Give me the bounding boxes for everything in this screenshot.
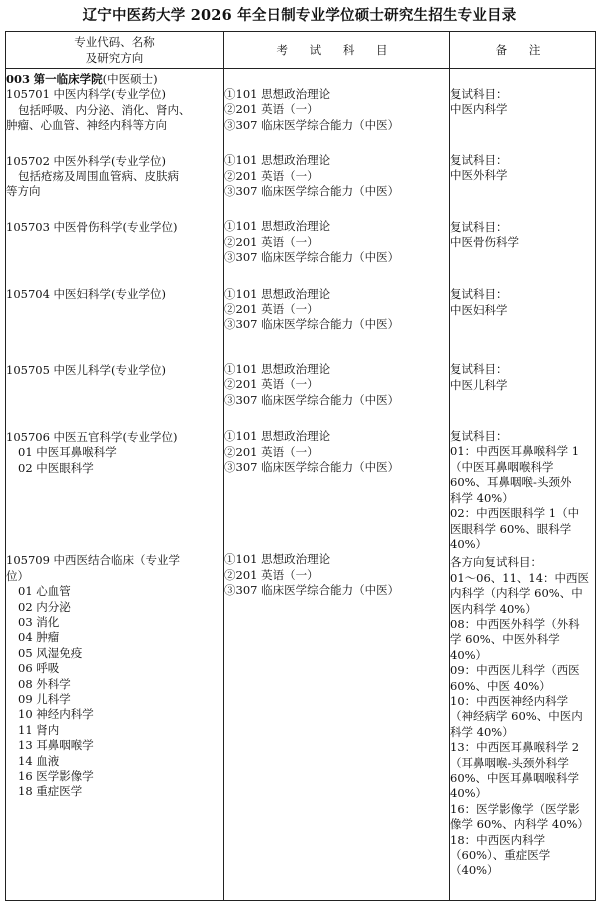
note-line: 复试科目： xyxy=(450,219,508,234)
major-direction: 04 肿瘤 xyxy=(18,630,60,645)
major-direction: 06 呼吸 xyxy=(18,661,60,676)
major-title: 105706 中医五官科学(专业学位) xyxy=(6,430,178,445)
exam-block-105704 xyxy=(224,287,449,333)
notes-block-105703 xyxy=(450,220,595,251)
note-line: 复试科目： xyxy=(450,362,508,377)
header-notes xyxy=(450,32,596,69)
note-line: 40%） xyxy=(450,647,488,662)
notes-block-105704 xyxy=(450,287,595,318)
note-line: 医内科学 40%） xyxy=(450,601,537,616)
note-line: 各方向复试科目： xyxy=(450,555,542,570)
major-desc: 包括呼吸、内分泌、消化、肾内、 xyxy=(18,102,191,117)
exam-block-105706 xyxy=(224,429,449,475)
exam-subject: ③307 临床医学综合能力（中医） xyxy=(224,117,400,132)
exam-subject: ②201 英语（一） xyxy=(224,567,319,582)
table-body-row xyxy=(6,69,596,901)
exam-subject: ③307 临床医学综合能力（中医） xyxy=(224,184,400,199)
note-line: （耳鼻咽喉-头颈外科学 xyxy=(450,755,569,770)
exam-subject: ①101 思想政治理论 xyxy=(224,552,331,567)
exam-subject: ③307 临床医学综合能力（中医） xyxy=(224,392,400,407)
header-major-line1: 专业代码、名称 xyxy=(74,35,155,49)
note-line: 中医内科学 xyxy=(450,102,508,117)
note-line: 医眼科学 60%、眼科学 xyxy=(450,521,572,536)
major-title-cont: 位） xyxy=(6,568,29,583)
major-direction: 02 内分泌 xyxy=(18,599,71,614)
major-title: 105704 中医妇科学(专业学位) xyxy=(6,287,167,302)
header-major-line2: 及研究方向 xyxy=(85,51,144,65)
note-line: 科学 40%） xyxy=(450,724,514,739)
note-line: 18：中西医内科学 xyxy=(450,832,546,847)
exam-subject: ②201 英语（一） xyxy=(224,302,319,317)
college-name: 第一临床学院 xyxy=(33,72,103,86)
note-line: 科学 40%） xyxy=(450,490,514,505)
note-line: 40%） xyxy=(450,786,488,801)
major-block-105703 xyxy=(6,220,223,235)
majors-column xyxy=(6,69,224,901)
major-direction: 03 消化 xyxy=(18,614,60,629)
header-notes-label: 备 注 xyxy=(495,43,550,57)
exam-block-105702 xyxy=(224,153,449,199)
exam-subject: ③307 临床医学综合能力（中医） xyxy=(224,250,400,265)
header-row xyxy=(6,32,596,69)
major-desc: 包括疮疡及周围血管病、皮肤病 xyxy=(18,169,179,184)
note-line: 60%、中医 40%） xyxy=(450,678,551,693)
major-direction: 11 肾内 xyxy=(18,722,60,737)
major-title: 105705 中医儿科学(专业学位) xyxy=(6,362,167,377)
exam-subject: ②201 英语（一） xyxy=(224,444,319,459)
exam-subject: ①101 思想政治理论 xyxy=(224,219,331,234)
exam-subject: ②201 英语（一） xyxy=(224,102,319,117)
major-direction: 08 外科学 xyxy=(18,676,71,691)
note-line: 02：中西医眼科学 1（中 xyxy=(450,506,580,521)
header-exam-label: 考 试 科 目 xyxy=(276,43,397,57)
major-title: 105703 中医骨伤科学(专业学位) xyxy=(6,219,178,234)
notes-column xyxy=(450,69,596,901)
major-title: 105701 中医内科学(专业学位) xyxy=(6,87,167,102)
header-major xyxy=(6,32,224,69)
note-line: 复试科目： xyxy=(450,152,508,167)
major-direction: 13 耳鼻咽喉学 xyxy=(18,738,94,753)
header-exam xyxy=(224,32,450,69)
note-line: 复试科目： xyxy=(450,287,508,302)
note-line: 复试科目： xyxy=(450,87,508,101)
note-line: 复试科目： xyxy=(450,429,508,444)
note-line: 像学 60%、内科学 40%） xyxy=(450,817,589,832)
note-line: 09：中西医儿科学（西医 xyxy=(450,663,580,678)
note-line: （40%） xyxy=(450,863,499,878)
college-degree: (中医硕士) xyxy=(102,72,158,86)
note-line: 08：中西医外科学（外科 xyxy=(450,616,580,631)
major-direction: 18 重症医学 xyxy=(18,784,83,799)
note-line: 40%） xyxy=(450,536,488,551)
exam-subject: ①101 思想政治理论 xyxy=(224,361,331,376)
exam-block-105705 xyxy=(224,362,449,408)
major-block-105704 xyxy=(6,287,223,302)
note-line: 中医骨伤科学 xyxy=(450,235,519,250)
major-block-105709 xyxy=(6,553,223,800)
note-line: 学 60%、中医外科学 xyxy=(450,632,560,647)
major-direction: 01 中医耳鼻喉科学 xyxy=(18,445,117,460)
exam-subject: ①101 思想政治理论 xyxy=(224,87,331,101)
major-block-105701 xyxy=(6,87,223,133)
major-direction: 09 儿科学 xyxy=(18,691,71,706)
note-line: 01～06、11、14：中西医 xyxy=(450,570,590,585)
college-heading xyxy=(6,72,223,87)
major-direction: 14 血液 xyxy=(18,753,60,768)
page-title: 辽宁中医药大学 2026 年全日制专业学位硕士研究生招生专业目录 xyxy=(82,7,517,24)
exam-subject: ②201 英语（一） xyxy=(224,168,319,183)
major-block-105702 xyxy=(6,154,223,200)
exam-subject: ③307 临床医学综合能力（中医） xyxy=(224,583,400,598)
note-line: 中医外科学 xyxy=(450,168,508,183)
major-desc: 等方向 xyxy=(6,184,41,199)
exam-block-105709 xyxy=(224,552,449,598)
notes-block-105702 xyxy=(450,153,595,184)
exam-subject: ①101 思想政治理论 xyxy=(224,429,331,444)
notes-block-105709 xyxy=(450,555,595,879)
major-title: 105702 中医外科学(专业学位) xyxy=(6,153,167,168)
note-line: 01：中西医耳鼻喉科学 1 xyxy=(450,444,580,459)
note-line: （神经病学 60%、中医内 xyxy=(450,709,583,724)
note-line: 16：医学影像学（医学影 xyxy=(450,801,580,816)
exam-subject: ②201 英语（一） xyxy=(224,234,319,249)
note-line: （60%）、重症医学 xyxy=(450,848,551,863)
exam-subject: ①101 思想政治理论 xyxy=(224,153,331,168)
exam-subject: ③307 临床医学综合能力（中医） xyxy=(224,459,400,474)
major-direction: 16 医学影像学 xyxy=(18,768,94,783)
major-direction: 02 中医眼科学 xyxy=(18,460,94,475)
major-title: 105709 中西医结合临床（专业学 xyxy=(6,553,181,568)
note-line: 中医儿科学 xyxy=(450,377,508,392)
major-desc: 肿瘤、心血管、神经内科等方向 xyxy=(6,118,167,133)
notes-block-105706 xyxy=(450,429,595,552)
exam-subject: ②201 英语（一） xyxy=(224,377,319,392)
exam-column xyxy=(224,69,450,901)
note-line: 60%、耳鼻咽喉-头颈外 xyxy=(450,475,572,490)
college-code: 003 xyxy=(6,72,31,86)
major-direction: 01 心血管 xyxy=(18,584,71,599)
note-line: 中医妇科学 xyxy=(450,302,508,317)
exam-block-105701 xyxy=(224,87,449,133)
catalog-table xyxy=(5,31,596,901)
major-block-105705 xyxy=(6,363,223,378)
note-line: 13：中西医耳鼻喉科学 2 xyxy=(450,740,580,755)
notes-block-105705 xyxy=(450,362,595,393)
exam-block-105703 xyxy=(224,219,449,265)
note-line: 60%、中医耳鼻咽喉科学 xyxy=(450,771,580,785)
major-direction: 05 风湿免疫 xyxy=(18,645,83,660)
major-direction: 10 神经内科学 xyxy=(18,707,94,722)
major-block-105706 xyxy=(6,430,223,476)
note-line: 内科学（内科学 60%、中 xyxy=(450,586,583,601)
note-line: （中医耳鼻咽喉科学 xyxy=(450,459,554,474)
exam-subject: ①101 思想政治理论 xyxy=(224,286,331,301)
notes-block-105701 xyxy=(450,87,595,118)
exam-subject: ③307 临床医学综合能力（中医） xyxy=(224,317,400,332)
note-line: 10：中西医神经内科学 xyxy=(450,693,569,708)
